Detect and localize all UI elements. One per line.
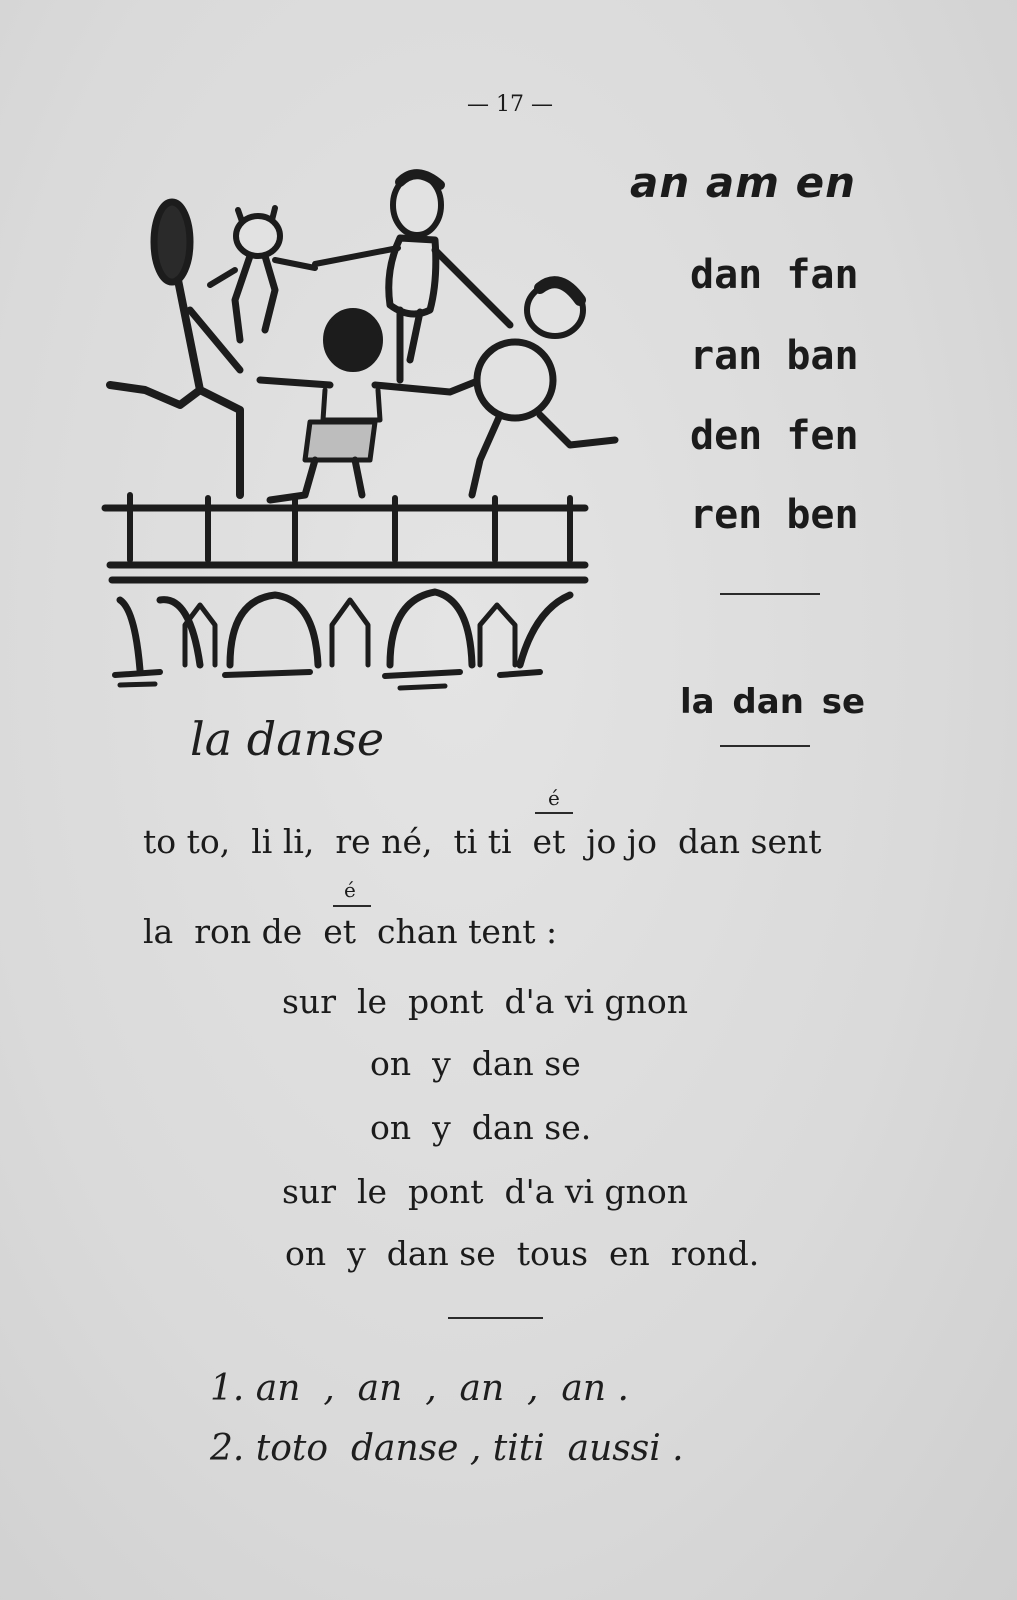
syllable-row: ren ben (690, 492, 859, 538)
accent-mark: é (344, 878, 356, 902)
text-line: to to, li li, re né, ti ti et jo jo dan sent (143, 822, 822, 861)
word-syllabified: la dan se (680, 682, 866, 722)
page-number: — 17 — (467, 92, 553, 117)
illustration-caption: la danse (190, 712, 385, 766)
accent-bar (333, 905, 371, 907)
accent-mark: é (548, 786, 560, 810)
text-line: sur le pont d'a vi gnon (282, 982, 689, 1021)
accent-bar (535, 812, 573, 814)
headline: an am en (630, 158, 856, 207)
divider (448, 1317, 543, 1319)
exercise-line: 2. toto danse , titi aussi . (210, 1428, 684, 1469)
text-line: on y dan se. (370, 1108, 592, 1147)
text-line: on y dan se tous en rond. (285, 1234, 760, 1273)
divider (720, 745, 810, 747)
dance-illustration (100, 160, 620, 700)
divider (720, 593, 820, 595)
text-line: la ron de et chan tent : (143, 912, 558, 951)
exercise-line: 1. an , an , an , an . (210, 1368, 629, 1409)
syllable-row: dan fan (690, 252, 859, 298)
text-line: on y dan se (370, 1044, 581, 1083)
text-line: sur le pont d'a vi gnon (282, 1172, 689, 1211)
syllable-row: den fen (690, 413, 859, 459)
syllable-row: ran ban (690, 333, 859, 379)
